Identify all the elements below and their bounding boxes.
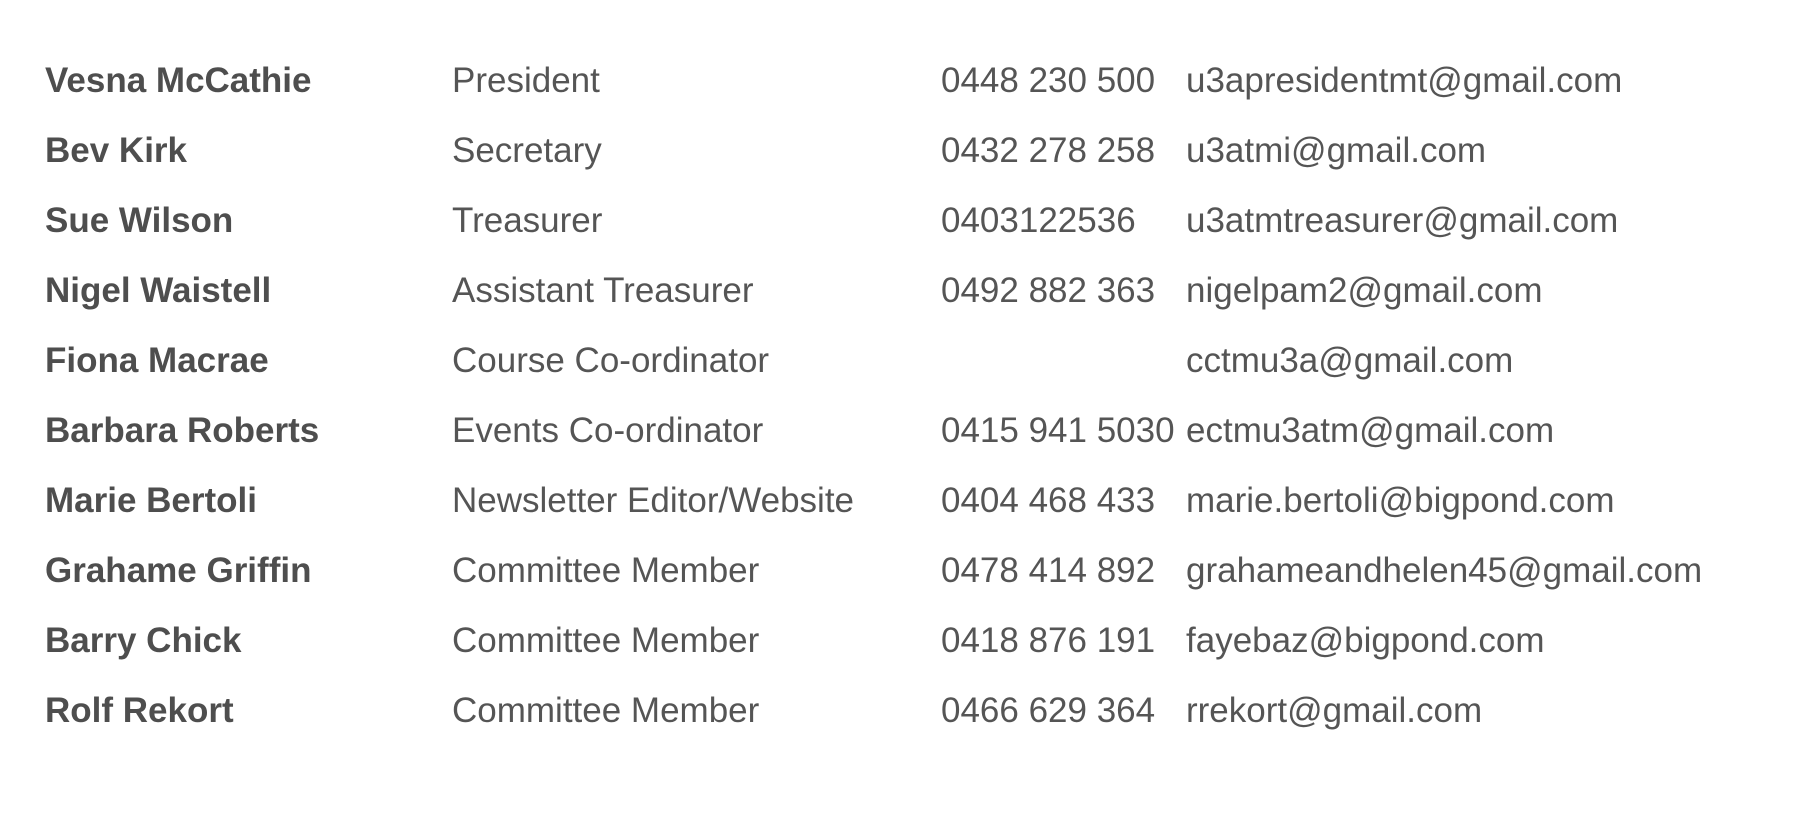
member-role: Committee Member (452, 551, 760, 590)
member-email: u3apresidentmt@gmail.com (1186, 61, 1623, 100)
list-item (45, 404, 1785, 474)
member-email: marie.bertoli@bigpond.com (1186, 481, 1615, 520)
member-phone: 0415 941 5030 (941, 411, 1175, 450)
list-item (45, 194, 1785, 264)
member-email: rrekort@gmail.com (1186, 691, 1483, 730)
list-item (45, 264, 1785, 334)
member-name: Sue Wilson (45, 201, 234, 240)
member-name: Bev Kirk (45, 131, 188, 170)
member-phone: 0466 629 364 (941, 691, 1156, 730)
member-phone: 0448 230 500 (941, 61, 1156, 100)
member-role: Events Co-ordinator (452, 411, 764, 450)
member-phone: 0404 468 433 (941, 481, 1156, 520)
member-role: Committee Member (452, 691, 760, 730)
list-item (45, 54, 1785, 124)
member-phone: 0418 876 191 (941, 621, 1156, 660)
member-name: Rolf Rekort (45, 691, 234, 730)
member-role: Treasurer (452, 201, 603, 240)
member-email: grahameandhelen45@gmail.com (1186, 551, 1703, 590)
member-name: Nigel Waistell (45, 271, 272, 310)
member-phone: 0492 882 363 (941, 271, 1156, 310)
list-item (45, 124, 1785, 194)
member-phone: 0403122536 (941, 201, 1136, 240)
member-name: Barbara Roberts (45, 411, 320, 450)
committee-contact-list (45, 54, 1785, 754)
member-phone: 0432 278 258 (941, 131, 1156, 170)
member-name: Vesna McCathie (45, 61, 312, 100)
list-item (45, 614, 1785, 684)
member-role: Assistant Treasurer (452, 271, 754, 310)
member-role: Newsletter Editor/Website (452, 481, 855, 520)
member-email: fayebaz@bigpond.com (1186, 621, 1545, 660)
list-item (45, 684, 1785, 754)
list-item (45, 544, 1785, 614)
member-email: cctmu3a@gmail.com (1186, 341, 1514, 380)
member-name: Barry Chick (45, 621, 242, 660)
member-email: nigelpam2@gmail.com (1186, 271, 1543, 310)
member-email: u3atmi@gmail.com (1186, 131, 1487, 170)
list-item (45, 334, 1785, 404)
member-role: Course Co-ordinator (452, 341, 770, 380)
list-item (45, 474, 1785, 544)
member-role: Secretary (452, 131, 602, 170)
member-name: Grahame Griffin (45, 551, 312, 590)
member-phone: 0478 414 892 (941, 551, 1156, 590)
member-name: Fiona Macrae (45, 341, 269, 380)
member-email: ectmu3atm@gmail.com (1186, 411, 1555, 450)
member-role: Committee Member (452, 621, 760, 660)
member-email: u3atmtreasurer@gmail.com (1186, 201, 1619, 240)
member-role: President (452, 61, 600, 100)
member-name: Marie Bertoli (45, 481, 257, 520)
